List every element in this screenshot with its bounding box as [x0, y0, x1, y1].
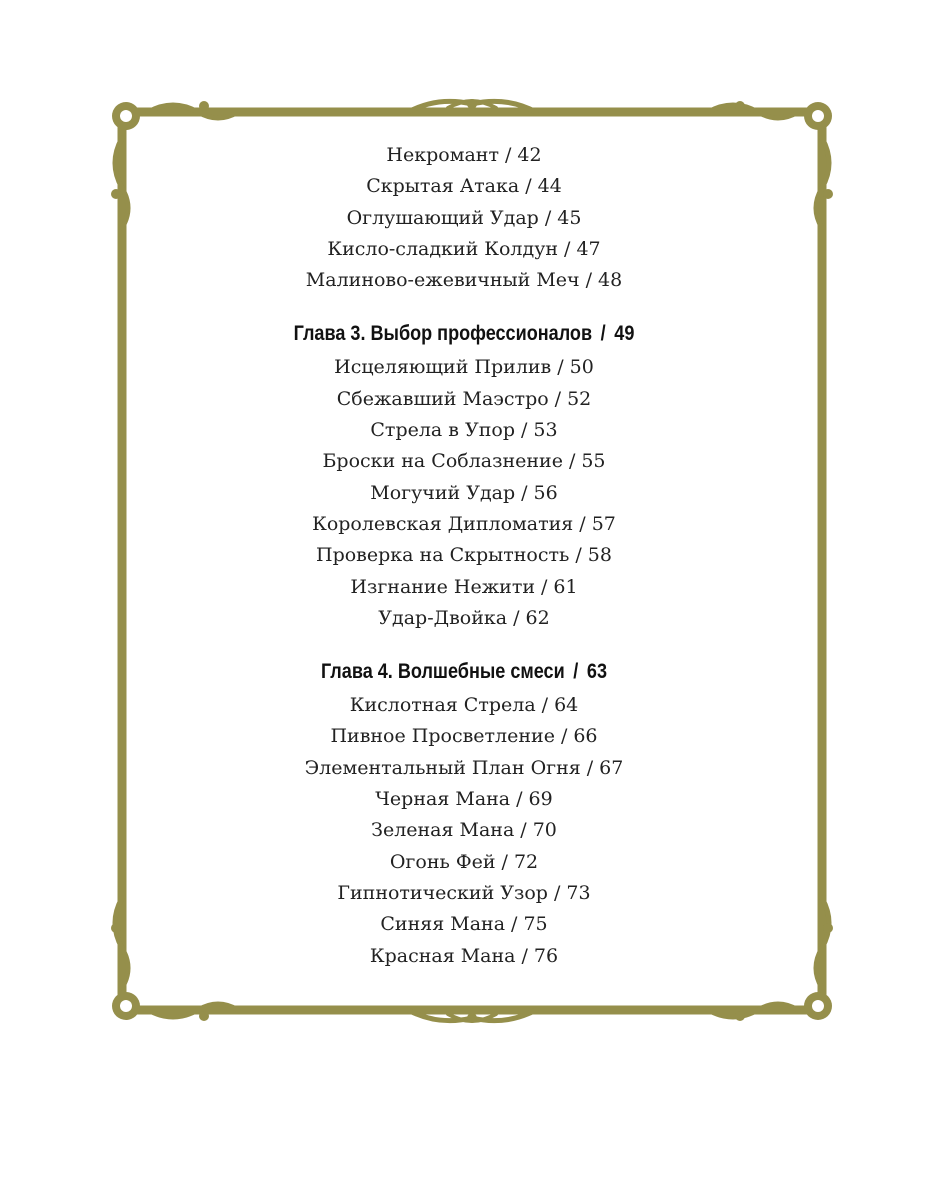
separator: / [585, 269, 593, 292]
entry-title: Некромант [386, 144, 499, 166]
separator: / [525, 175, 532, 198]
entry-page: 44 [537, 175, 562, 198]
entry-page: 73 [566, 881, 591, 904]
separator: / [586, 756, 594, 779]
separator: / [579, 512, 586, 535]
entry-title: Сбежавший Маэстро [336, 387, 549, 410]
separator: / [557, 356, 564, 379]
separator: / [568, 450, 576, 473]
entry-page: 64 [554, 694, 579, 717]
entry-title: Малиново-ежевичный Меч [305, 269, 580, 292]
separator: / [501, 850, 508, 873]
toc-entry [140, 540, 788, 571]
toc-entry [140, 721, 788, 752]
toc-entry [140, 509, 788, 540]
separator: / [554, 387, 562, 410]
separator: / [600, 322, 606, 346]
chapter-3-heading [185, 316, 742, 352]
entry-page: 75 [523, 913, 548, 936]
separator: / [541, 694, 549, 717]
toc-entry [140, 446, 788, 477]
entry-title: Гипнотический Узор [337, 881, 548, 904]
entry-page: 57 [591, 512, 616, 535]
toc-section-2 [140, 352, 788, 634]
entry-title: Могучий Удар [370, 481, 516, 504]
toc-entry [140, 478, 788, 509]
entry-page: 66 [573, 725, 598, 748]
separator: / [521, 944, 528, 967]
entry-page: 61 [553, 575, 578, 598]
toc-entry [140, 203, 788, 234]
entry-title: Кисло-сладкий Колдун [327, 237, 559, 260]
entry-title: Стрела в Упор [370, 419, 516, 442]
toc-entry [140, 878, 788, 909]
separator: / [564, 237, 571, 260]
toc-section-3 [140, 690, 788, 972]
toc-entry [140, 909, 788, 940]
entry-page: 70 [532, 819, 557, 842]
entry-page: 55 [581, 450, 606, 473]
toc-entry [140, 690, 788, 721]
entry-title: Скрытая Атака [366, 175, 520, 198]
entry-title: Проверка на Скрытность [316, 544, 570, 567]
entry-page: 72 [513, 850, 539, 873]
separator: / [521, 481, 528, 504]
entry-page: 45 [557, 206, 582, 229]
toc-section-1 [140, 140, 788, 296]
chapter-4-heading [185, 654, 742, 690]
chapter-title: Глава 3. Выбор профессионалов [293, 322, 593, 346]
separator: / [575, 544, 582, 567]
toc-entry [140, 140, 788, 171]
entry-page: 53 [533, 419, 558, 442]
entry-title: Броски на Соблазнение [322, 450, 563, 473]
separator: / [504, 144, 512, 166]
entry-title: Черная Мана [375, 788, 511, 811]
separator: / [541, 575, 548, 598]
toc-entry [140, 815, 788, 846]
toc-entry [140, 234, 788, 265]
entry-title: Изгнание Нежити [350, 575, 536, 598]
toc-entry [140, 784, 788, 815]
separator: / [513, 606, 520, 629]
entry-title: Элементальный План Огня [304, 756, 581, 779]
separator: / [521, 419, 528, 442]
toc-entry [140, 171, 788, 202]
chapter-title: Глава 4. Волшебные смеси [320, 660, 565, 684]
toc-entry [140, 941, 788, 972]
separator: / [511, 913, 518, 936]
entry-page: 56 [533, 481, 558, 504]
entry-page: 69 [528, 788, 553, 811]
entry-page: 48 [598, 269, 623, 292]
toc-entry [140, 265, 788, 296]
separator: / [520, 819, 527, 842]
entry-title: Пивное Просветление [330, 725, 555, 748]
entry-title: Удар-Двойка [378, 606, 508, 629]
entry-page: 42 [517, 144, 542, 166]
separator: / [560, 725, 568, 748]
entry-page: 47 [576, 237, 601, 260]
toc-entry [140, 572, 788, 603]
entry-page: 76 [533, 944, 559, 967]
toc-entry [140, 352, 788, 383]
toc-entry [140, 415, 788, 446]
entry-title: Зеленая Мана [371, 819, 515, 842]
toc-entry [140, 847, 788, 878]
entry-title: Оглушающий Удар [346, 206, 539, 229]
table-of-contents [140, 140, 788, 972]
entry-page: 67 [599, 756, 624, 779]
entry-page: 58 [587, 544, 612, 567]
toc-entry [140, 603, 788, 634]
entry-title: Огонь Фей [389, 850, 496, 873]
entry-title: Королевская Дипломатия [312, 512, 574, 535]
entry-page: 62 [525, 606, 550, 629]
separator: / [573, 660, 579, 684]
entry-title: Красная Мана [369, 944, 516, 967]
entry-title: Исцеляющий Прилив [334, 356, 552, 379]
separator: / [544, 206, 552, 229]
chapter-page: 49 [614, 322, 635, 346]
entry-title: Синяя Мана [380, 913, 506, 936]
separator: / [516, 788, 523, 811]
entry-page: 50 [569, 356, 594, 379]
toc-entry [140, 384, 788, 415]
entry-page: 52 [567, 387, 592, 410]
chapter-page: 63 [586, 660, 608, 684]
separator: / [553, 881, 561, 904]
entry-title: Кислотная Стрела [349, 694, 536, 717]
toc-entry [140, 753, 788, 784]
